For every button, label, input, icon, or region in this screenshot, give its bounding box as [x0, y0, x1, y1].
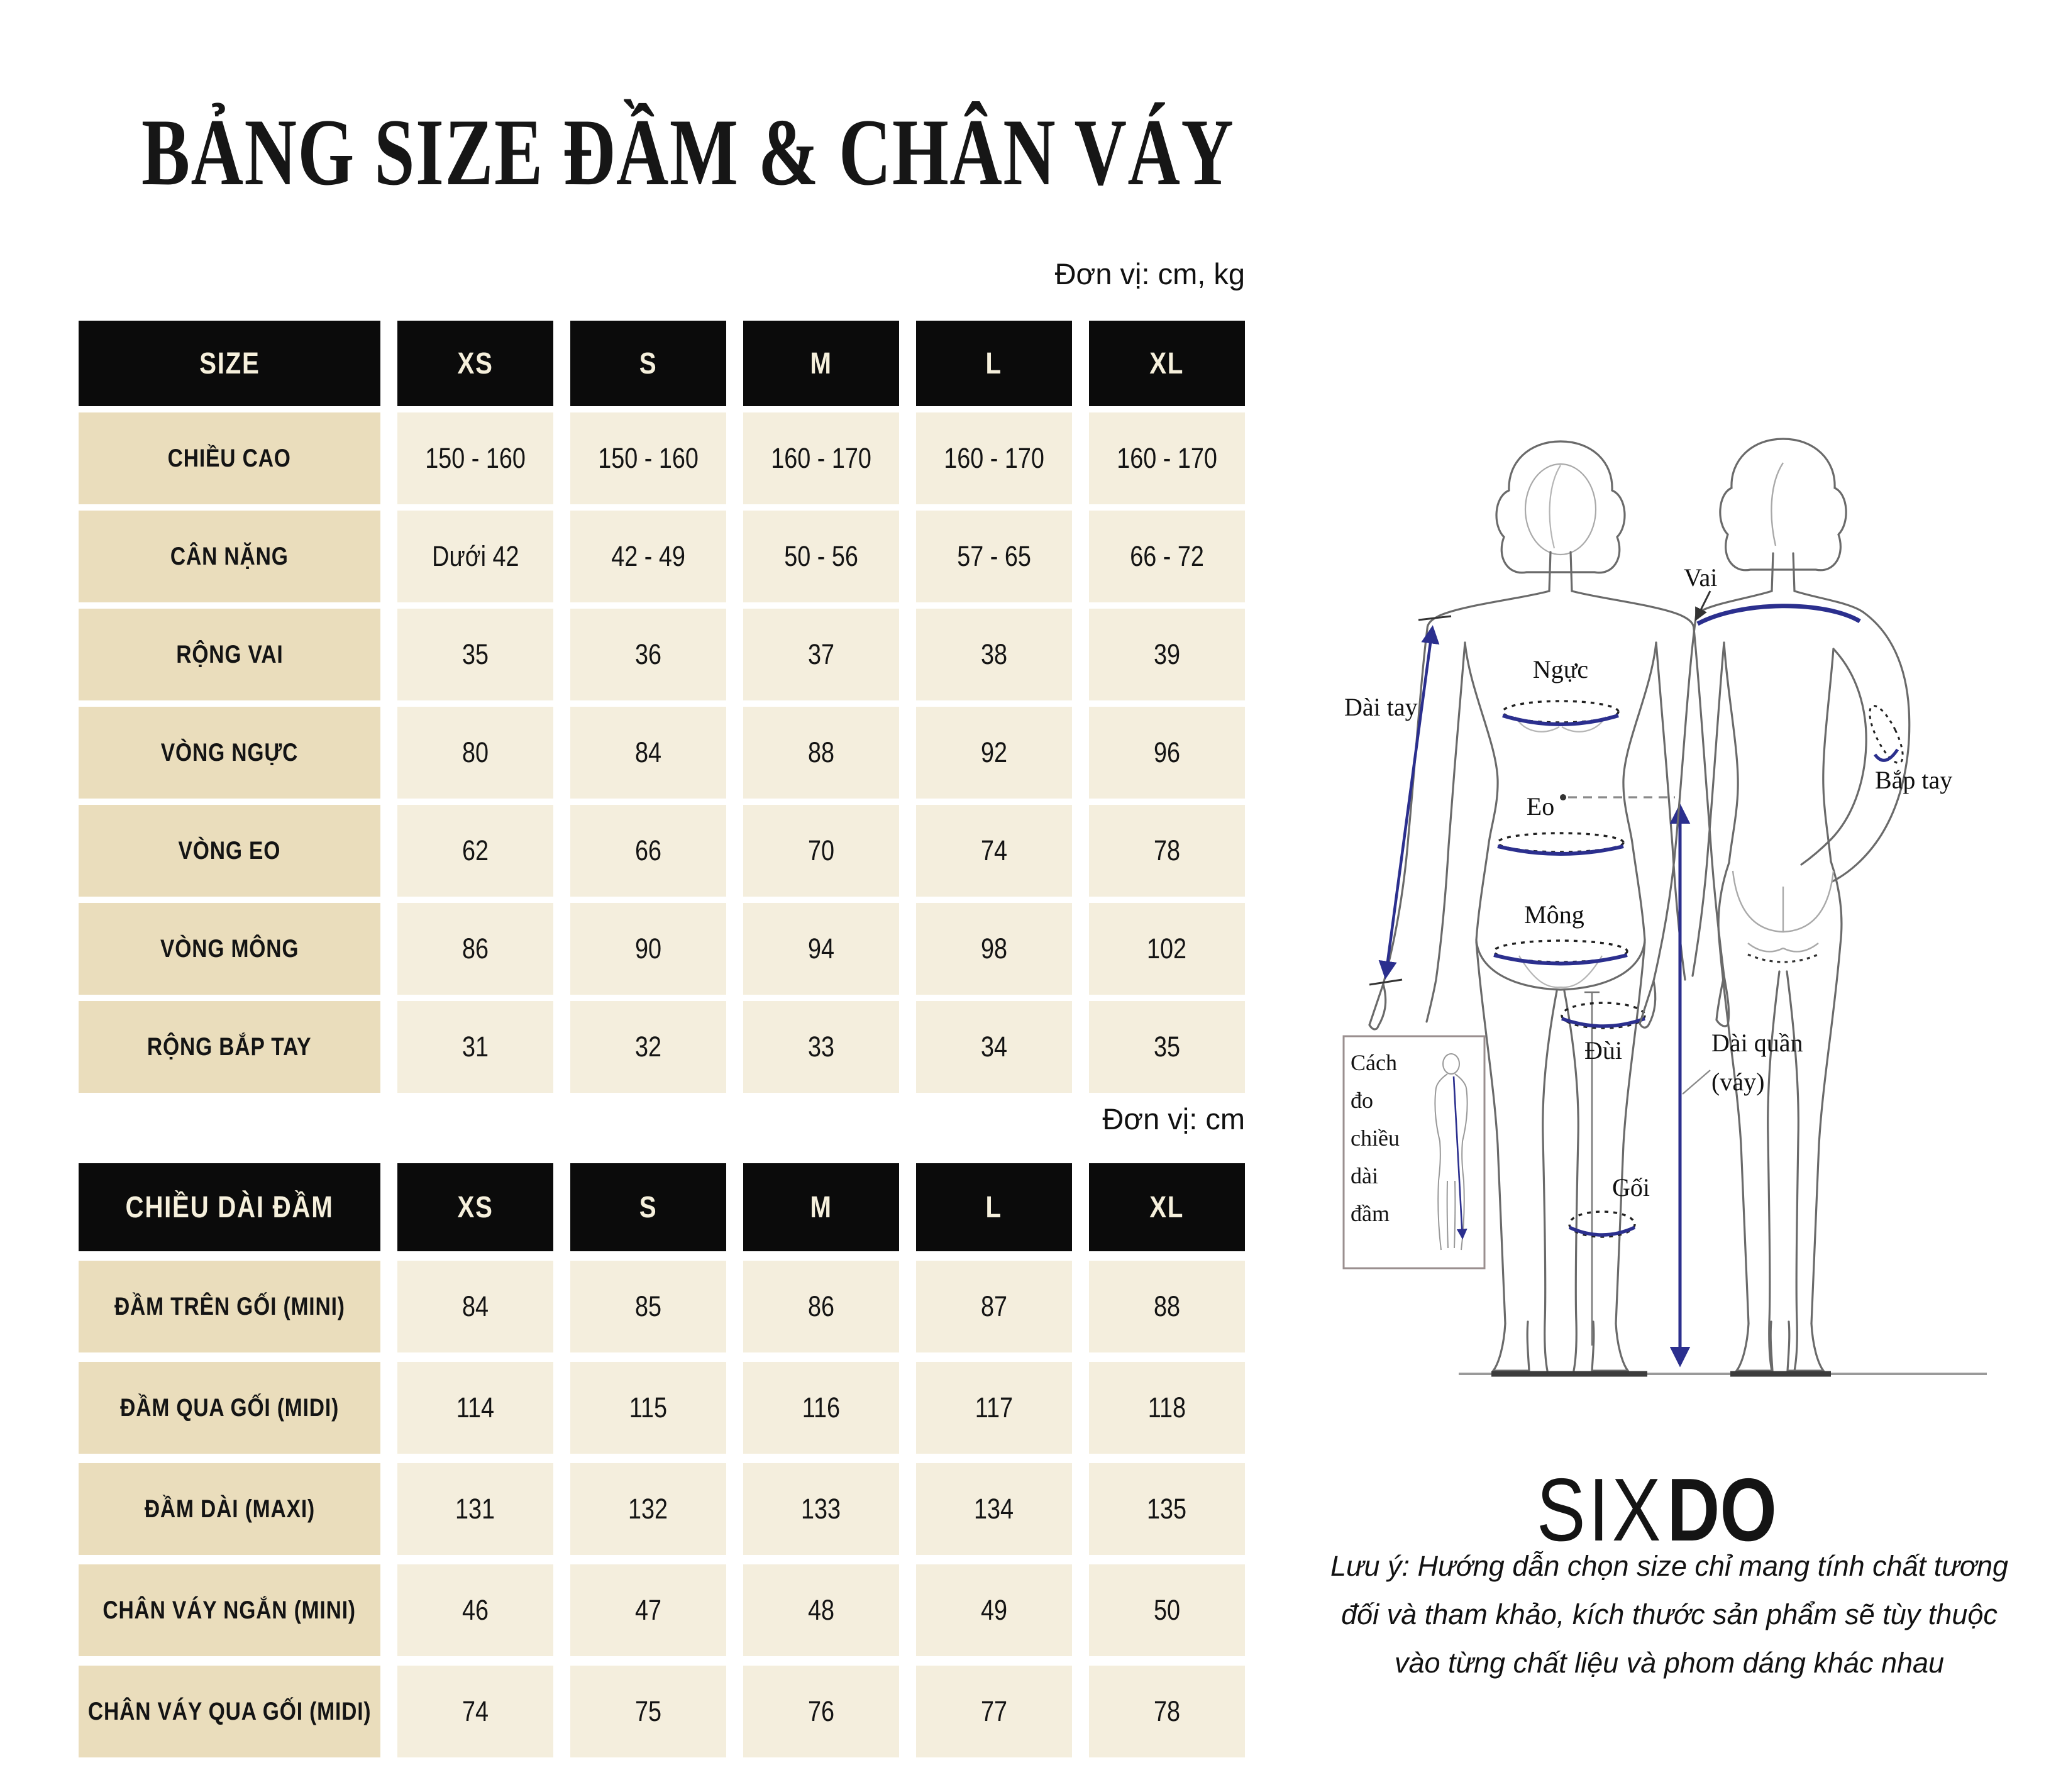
table-cell: 38	[916, 609, 1072, 700]
length-table-header-xs: XS	[397, 1163, 553, 1251]
shoulder-arrow	[1696, 591, 1710, 619]
table-cell: 98	[916, 903, 1072, 995]
table-cell: 31	[397, 1001, 553, 1093]
size-note-line-1: Lưu ý: Hướng dẫn chọn size chỉ mang tính chất tương	[1330, 1550, 2009, 1582]
row-label-chieu-cao: CHIỀU CAO	[79, 412, 380, 504]
size-table-header-xl: XL	[1089, 321, 1245, 406]
table-cell: Dưới 42	[397, 511, 553, 602]
table-cell: 85	[570, 1261, 726, 1352]
table-cell: 132	[570, 1463, 726, 1555]
row-label-chan-vay-qua-goi: CHÂN VÁY QUA GỐI (MIDI)	[79, 1666, 380, 1757]
table-cell: 160 - 170	[743, 412, 899, 504]
box-label-3: chiều	[1351, 1126, 1400, 1151]
table-cell: 50 - 56	[743, 511, 899, 602]
table-cell: 35	[397, 609, 553, 700]
size-table-header-xs: XS	[397, 321, 553, 406]
table-cell: 114	[397, 1362, 553, 1454]
table-cell: 118	[1089, 1362, 1245, 1454]
table-cell: 90	[570, 903, 726, 995]
table-cell: 75	[570, 1666, 726, 1757]
size-table	[79, 321, 1245, 1093]
row-label-can-nang: CÂN NẶNG	[79, 511, 380, 602]
length-table-header-xl: XL	[1089, 1163, 1245, 1251]
table-cell: 50	[1089, 1564, 1245, 1656]
table-cell: 96	[1089, 707, 1245, 799]
table-cell: 87	[916, 1261, 1072, 1352]
bicep-label: Bắp tay	[1875, 766, 1953, 794]
table-cell: 47	[570, 1564, 726, 1656]
thigh-label: Đùi	[1584, 1036, 1622, 1065]
table-cell: 134	[916, 1463, 1072, 1555]
size-note-line-2: đối và tham khảo, kích thước sản phẩm sẽ tùy thuộc	[1341, 1598, 1998, 1630]
table-cell: 116	[743, 1362, 899, 1454]
shoulder-measure-line	[1698, 606, 1860, 624]
table-cell: 35	[1089, 1001, 1245, 1093]
table-cell: 37	[743, 609, 899, 700]
measurement-diagram	[1308, 402, 2056, 1383]
table-cell: 62	[397, 805, 553, 897]
table-cell: 66	[570, 805, 726, 897]
table-cell: 48	[743, 1564, 899, 1656]
length-table-header-m: M	[743, 1163, 899, 1251]
table-cell: 34	[916, 1001, 1072, 1093]
length-table-header-s: S	[570, 1163, 726, 1251]
table-cell: 39	[1089, 609, 1245, 700]
table-cell: 92	[916, 707, 1072, 799]
row-label-rong-vai: RỘNG VAI	[79, 609, 380, 700]
table-cell: 117	[916, 1362, 1072, 1454]
brand-logo-six: SIX	[1536, 1460, 1664, 1560]
row-label-vong-nguc: VÒNG NGỰC	[79, 707, 380, 799]
row-label-dam-qua-goi: ĐẦM QUA GỐI (MIDI)	[79, 1362, 380, 1454]
row-label-dam-dai: ĐẦM DÀI (MAXI)	[79, 1463, 380, 1555]
table-cell: 84	[397, 1261, 553, 1352]
box-label-4: dài	[1351, 1163, 1378, 1188]
unit-note-cm-kg: Đơn vị: cm, kg	[1054, 257, 1245, 290]
table-cell: 135	[1089, 1463, 1245, 1555]
size-table-header-m: M	[743, 321, 899, 406]
sleeve-length-arrow	[1369, 616, 1451, 985]
table-cell: 46	[397, 1564, 553, 1656]
size-note	[1311, 1542, 2028, 1687]
table-cell: 102	[1089, 903, 1245, 995]
table-cell: 150 - 160	[570, 412, 726, 504]
length-table	[79, 1163, 1245, 1757]
table-cell: 78	[1089, 1666, 1245, 1757]
knee-label: Gối	[1612, 1173, 1650, 1202]
dress-length-arrow	[1560, 794, 1710, 1363]
row-label-dam-tren-goi: ĐẦM TRÊN GỐI (MINI)	[79, 1261, 380, 1352]
table-cell: 77	[916, 1666, 1072, 1757]
table-cell: 80	[397, 707, 553, 799]
table-cell: 36	[570, 609, 726, 700]
row-label-chan-vay-ngan: CHÂN VÁY NGẮN (MINI)	[79, 1564, 380, 1656]
size-note-line-3: vào từng chất liệu và phom dáng khác nhau	[1394, 1647, 1945, 1679]
table-cell: 88	[1089, 1261, 1245, 1352]
sleeve-label: Dài tay	[1344, 693, 1418, 721]
table-cell: 131	[397, 1463, 553, 1555]
brand-logo-do: DO	[1667, 1460, 1777, 1560]
back-underwear-dotted	[1748, 954, 1818, 962]
size-table-header-s: S	[570, 321, 726, 406]
table-cell: 74	[916, 805, 1072, 897]
box-label-1: Cách	[1351, 1050, 1397, 1075]
bicep-measure	[1864, 702, 1910, 767]
box-label-5: đầm	[1351, 1201, 1390, 1226]
table-cell: 74	[397, 1666, 553, 1757]
row-label-vong-eo: VÒNG EO	[79, 805, 380, 897]
table-cell: 160 - 170	[916, 412, 1072, 504]
size-table-header-l: L	[916, 321, 1072, 406]
table-cell: 49	[916, 1564, 1072, 1656]
table-cell: 160 - 170	[1089, 412, 1245, 504]
garment-length-label-2: (váy)	[1711, 1068, 1765, 1096]
table-cell: 94	[743, 903, 899, 995]
length-table-header-title: CHIỀU DÀI ĐẦM	[79, 1163, 380, 1251]
table-cell: 32	[570, 1001, 726, 1093]
table-cell: 78	[1089, 805, 1245, 897]
table-cell: 150 - 160	[397, 412, 553, 504]
row-label-rong-bap-tay: RỘNG BẮP TAY	[79, 1001, 380, 1093]
table-cell: 70	[743, 805, 899, 897]
size-table-header-size: SIZE	[79, 321, 380, 406]
table-cell: 84	[570, 707, 726, 799]
table-cell: 115	[570, 1362, 726, 1454]
table-cell: 86	[743, 1261, 899, 1352]
box-label-2: đo	[1351, 1088, 1373, 1113]
length-table-header-l: L	[916, 1163, 1072, 1251]
unit-note-cm: Đơn vị: cm	[1102, 1102, 1245, 1136]
bust-label: Ngực	[1532, 655, 1589, 683]
table-cell: 133	[743, 1463, 899, 1555]
table-cell: 42 - 49	[570, 511, 726, 602]
table-cell: 33	[743, 1001, 899, 1093]
table-cell: 88	[743, 707, 899, 799]
table-cell: 66 - 72	[1089, 511, 1245, 602]
row-label-vong-mong: VÒNG MÔNG	[79, 903, 380, 995]
page-title: BẢNG SIZE ĐẦM & CHÂN VÁY	[141, 99, 1235, 205]
shoulder-label: Vai	[1684, 563, 1718, 592]
table-cell: 86	[397, 903, 553, 995]
thigh-ellipse	[1562, 1003, 1645, 1028]
hip-label: Mông	[1524, 900, 1584, 929]
table-cell: 57 - 65	[916, 511, 1072, 602]
waist-label: Eo	[1526, 792, 1555, 821]
table-cell: 76	[743, 1666, 899, 1757]
garment-length-label-1: Dài quần	[1711, 1029, 1803, 1057]
